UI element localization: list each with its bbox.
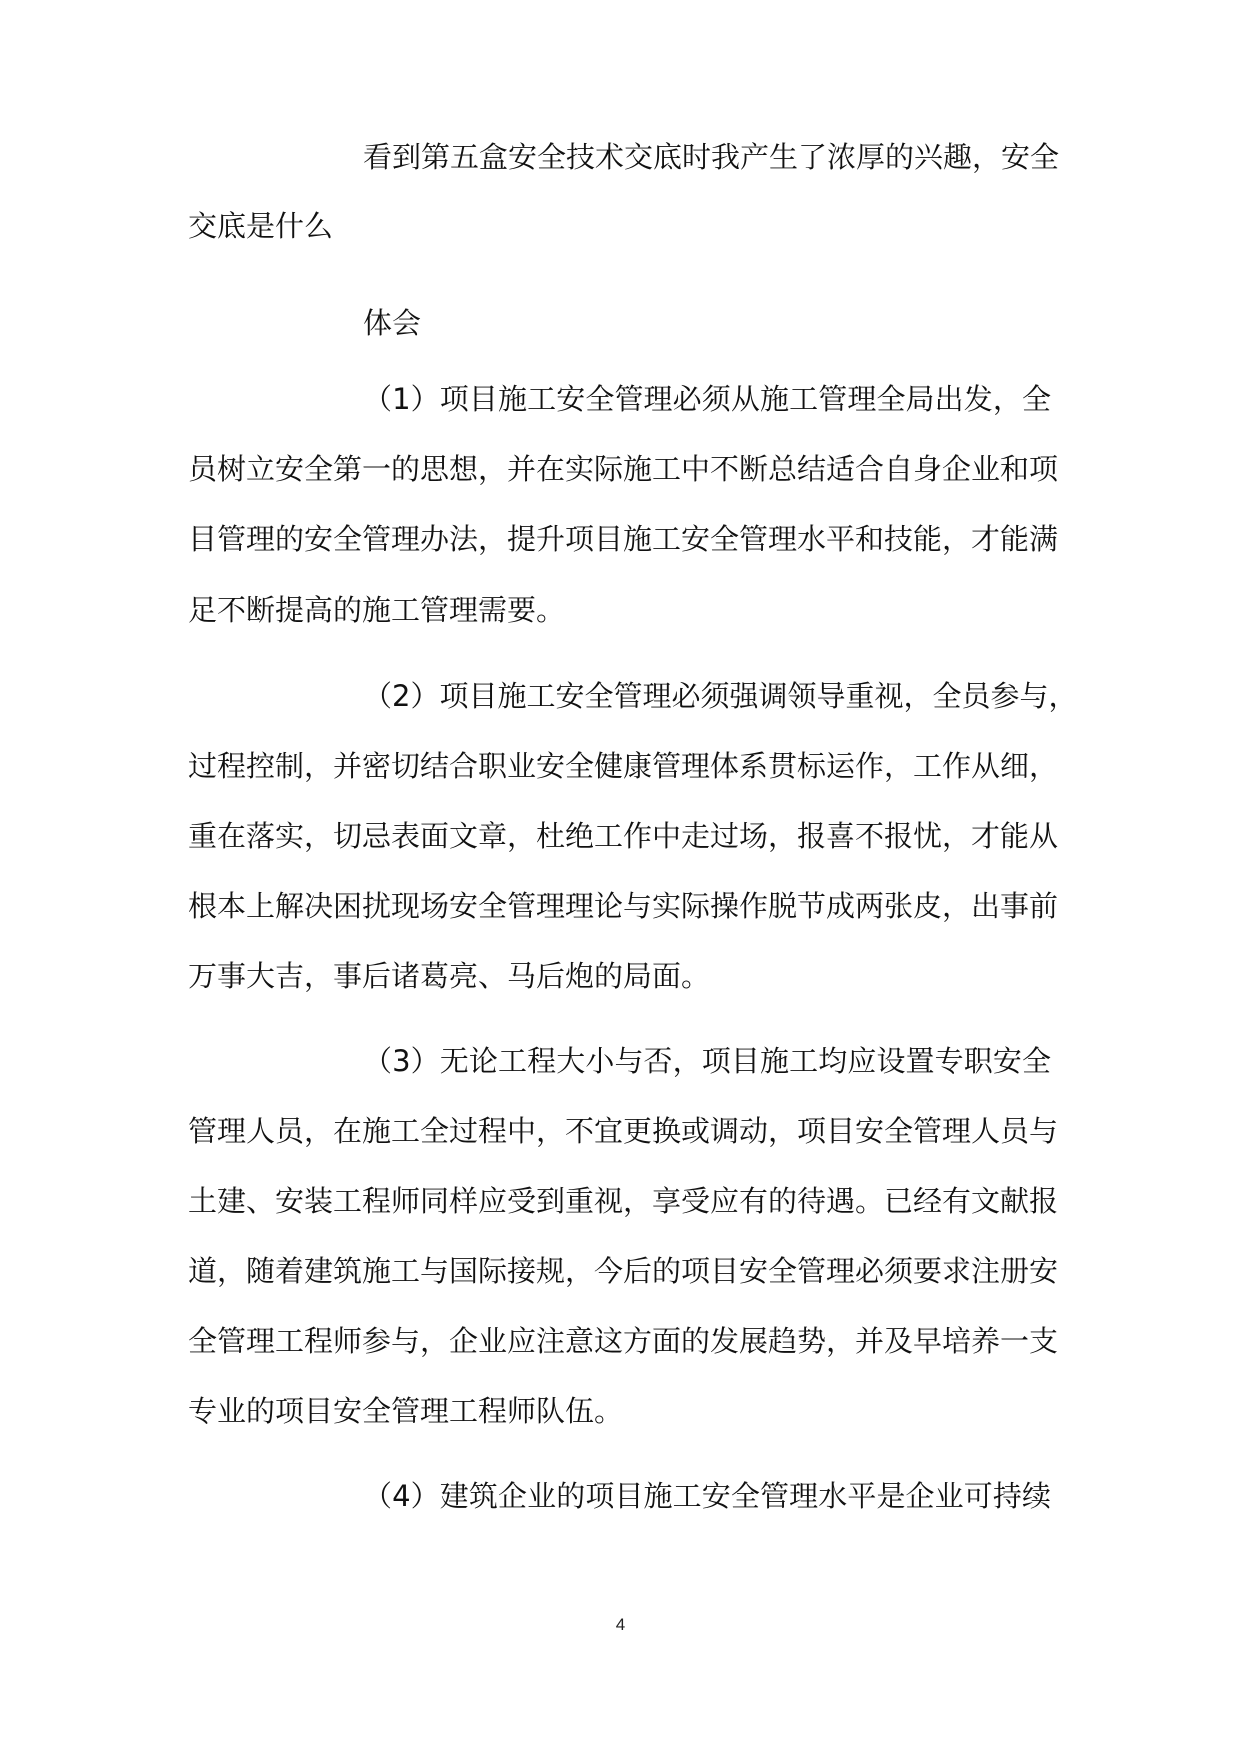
text-line: 管理人员，在施工全过程中，不宜更换或调动，项目安全管理人员与 [188, 1114, 1059, 1148]
text-line: 目管理的安全管理办法，提升项目施工安全管理水平和技能，才能满 [188, 522, 1059, 556]
text-line: 重在落实，切忌表面文章，杜绝工作中走过场，报喜不报忧，才能从 [188, 819, 1059, 853]
text-line: 体会 [363, 306, 422, 340]
text-line: 员树立安全第一的思想，并在实际施工中不断总结适合自身企业和项 [188, 452, 1059, 486]
text-line: 交底是什么 [188, 209, 334, 243]
text-line: （1）项目施工安全管理必须从施工管理全局出发，全 [363, 382, 1051, 416]
page-number: 4 [615, 1615, 626, 1634]
text-line: 看到第五盒安全技术交底时我产生了浓厚的兴趣，安全 [363, 140, 1060, 174]
text-line: 土建、安装工程师同样应受到重视，享受应有的待遇。已经有文献报 [188, 1184, 1059, 1218]
text-line: 万事大吉，事后诸葛亮、马后炮的局面。 [188, 959, 711, 993]
text-line: （3）无论工程大小与否，项目施工均应设置专职安全 [363, 1044, 1051, 1078]
text-line: 道，随着建筑施工与国际接规，今后的项目安全管理必须要求注册安 [188, 1254, 1059, 1288]
text-line: 过程控制，并密切结合职业安全健康管理体系贯标运作，工作从细， [188, 749, 1059, 783]
text-line: 全管理工程师参与，企业应注意这方面的发展趋势，并及早培养一支 [188, 1324, 1059, 1358]
text-line: 专业的项目安全管理工程师队伍。 [188, 1394, 624, 1428]
text-line: 足不断提高的施工管理需要。 [188, 593, 566, 627]
text-line: （4）建筑企业的项目施工安全管理水平是企业可持续 [363, 1479, 1051, 1513]
text-line: 根本上解决困扰现场安全管理理论与实际操作脱节成两张皮，出事前 [188, 889, 1059, 923]
text-line: （2）项目施工安全管理必须强调领导重视，全员参与， [363, 679, 1078, 713]
